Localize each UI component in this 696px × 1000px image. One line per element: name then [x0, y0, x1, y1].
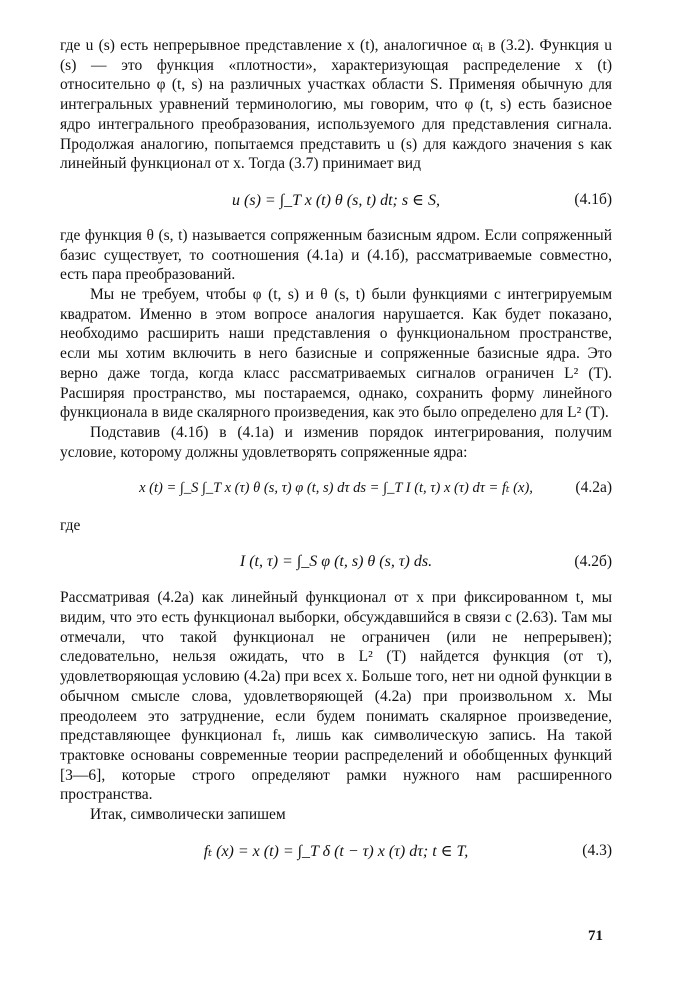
paragraph-4: Подставив (4.1б) в (4.1а) и изменив порядок интегрирования, получим условие, которому должны удовлетворять сопряженные ядра:	[60, 423, 612, 461]
page-content	[60, 36, 612, 877]
paragraph-3: Мы не требуем, чтобы φ (t, s) и θ (s, t) были функциями с интегрируемым квадратом. Именно в этом вопросе аналогия нарушается. Как будет показано, необходимо расширить наши представления о функциональном пространстве, если мы хотим включить в него базисные и сопряженные базисные ядра. Это верно даже тогда, когда класс рассматриваемых сигналов ограничен L² (T). Расширяя пространство, мы постараемся, однако, сохранить форму линейного функционала в виде скалярного произведения, как это было определено для L² (T).	[60, 286, 612, 422]
equation-4-2a-expr: x (t) = ∫_S ∫_T x (τ) θ (s, τ) φ (t, s) dτ ds = ∫_T I (t, τ) x (τ) dτ = fₜ (x),	[139, 479, 533, 496]
equation-4-1b-expr: u (s) = ∫_T x (t) θ (s, t) dt; s ∈ S,	[232, 191, 440, 209]
equation-4-1b-number: (4.1б)	[574, 190, 612, 208]
equation-4-2b	[60, 536, 612, 588]
paragraph-6: Итак, символически запишем	[90, 806, 286, 824]
paragraph-1: где u (s) есть непрерывное представление x (t), аналогичное αᵢ в (3.2). Функция u (s) — это функция «плотности», характеризующая распределение x (t) относительно φ (t, s) на различных участках области S. Применяя обычную для интегральных уравнений терминологию, мы говорим, что φ (t, s) есть базисное ядро интегрального преобразования, используемого для представления сигнала. Продолжая аналогию, попытаемся представить u (s) для каждого значения s как линейный функционал от x. Тогда (3.7) принимает вид	[60, 37, 612, 173]
equation-4-3-expr: fₜ (x) = x (t) = ∫_T δ (t − τ) x (τ) dτ; t ∈ T,	[203, 842, 469, 860]
page-number: 71	[588, 928, 603, 944]
equation-4-2b-number: (4.2б)	[574, 553, 612, 571]
equation-4-3-number: (4.3)	[582, 841, 612, 859]
equation-4-2a	[60, 462, 612, 514]
equation-4-2a-number: (4.2а)	[575, 479, 612, 497]
paragraph-2: где функция θ (s, t) называется сопряженным базисным ядром. Если сопряженный базис существует, то соотношения (4.1а) и (4.1б), рассматриваемые совместно, есть пара преобразований.	[60, 226, 612, 284]
equation-4-3	[60, 825, 612, 877]
equation-4-2b-expr: I (t, τ) = ∫_S φ (t, s) θ (s, τ) ds.	[239, 553, 433, 571]
equation-4-1b	[60, 174, 612, 226]
paragraph-5: Рассматривая (4.2а) как линейный функционал от x при фиксированном t, мы видим, что это есть функционал выборки, обсуждавшийся в связи с (2.63). Там мы отмечали, что такой функционал не ограничен (или не непрерывен); следовательно, нельзя ожидать, что в L² (T) найдется функция (от τ), удовлетворяющая условию (4.2а) при всех x. Больше того, нет ни одной функции в обычном смысле слова, удовлетворяющей (4.2а) при произвольном x. Мы преодолеем это затруднение, если будем понимать скалярное произведение, представляющее функционал fₜ, лишь как символическую запись. На такой трактовке основаны современные теории распределений и обобщенных функций [3—6], которые строго определяют рамки нужного нам расширенного пространства.	[60, 589, 612, 804]
gde-label: где	[60, 517, 81, 535]
